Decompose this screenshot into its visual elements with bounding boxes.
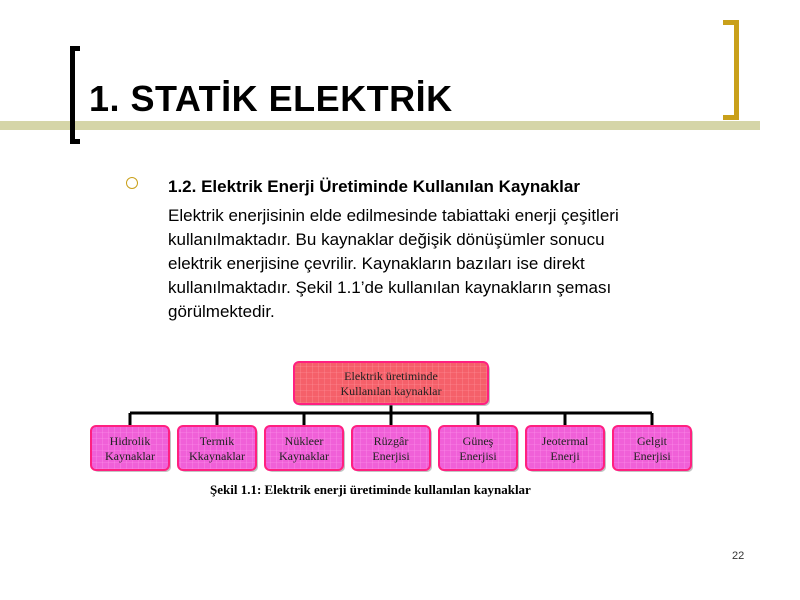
root-node-box: [294, 362, 490, 406]
paragraph-line: elektrik enerjisine çevrilir. Kaynakların bazıları ise direkt: [168, 254, 585, 273]
diagram-connectors: [130, 404, 652, 426]
slide-title: 1. STATİK ELEKTRİK: [89, 78, 453, 119]
child-node-box-line1: Hidrolik: [109, 434, 151, 448]
child-node-box-line1: Termik: [199, 434, 235, 448]
child-node-box-line1: Rüzgâr: [373, 434, 409, 448]
section-subheading: 1.2. Elektrik Enerji Üretiminde Kullanılan Kaynaklar: [168, 177, 580, 196]
paragraph-line: kullanılmaktadır. Bu kaynaklar değişik dönüşümler sonucu: [168, 230, 605, 249]
child-node-box-line2: Kaynaklar: [105, 449, 155, 463]
paragraph-line: görülmektedir.: [168, 302, 275, 321]
child-node-box-line2: Enerji: [550, 449, 580, 463]
child-node-box-line1: Jeotermal: [541, 434, 589, 448]
child-node-box-line2: Kkaynaklar: [189, 449, 245, 463]
child-node-box-line1: Nükleer: [284, 434, 324, 448]
root-node-box-line2: Kullanılan kaynaklar: [340, 384, 442, 398]
paragraph-line: Elektrik enerjisinin elde edilmesinde tabiattaki enerji çeşitleri: [168, 206, 619, 225]
root-node: [294, 362, 490, 406]
child-node-box: [613, 426, 693, 472]
child-node-box-line2: Enerjisi: [633, 449, 671, 463]
child-node-box-line1: Güneş: [462, 434, 494, 448]
child-node-box: [91, 426, 171, 472]
child-node-box: [178, 426, 258, 472]
child-node-box-line2: Enerjisi: [372, 449, 410, 463]
child-node-box: [526, 426, 606, 472]
child-node-box-line2: Kaynaklar: [279, 449, 329, 463]
child-node-box-line2: Enerjisi: [459, 449, 497, 463]
child-node-box-line1: Gelgit: [637, 434, 667, 448]
root-node-box-line1: Elektrik üretiminde: [344, 369, 438, 383]
child-node-box: [352, 426, 432, 472]
page-number: 22: [732, 550, 745, 562]
child-nodes: [91, 426, 693, 472]
figure-caption: Şekil 1.1: Elektrik enerji üretiminde kullanılan kaynaklar: [210, 482, 531, 497]
child-node-box: [265, 426, 345, 472]
paragraph-line: kullanılmaktadır. Şekil 1.1’de kullanılan kaynakların şeması: [168, 278, 612, 297]
child-node-box: [439, 426, 519, 472]
